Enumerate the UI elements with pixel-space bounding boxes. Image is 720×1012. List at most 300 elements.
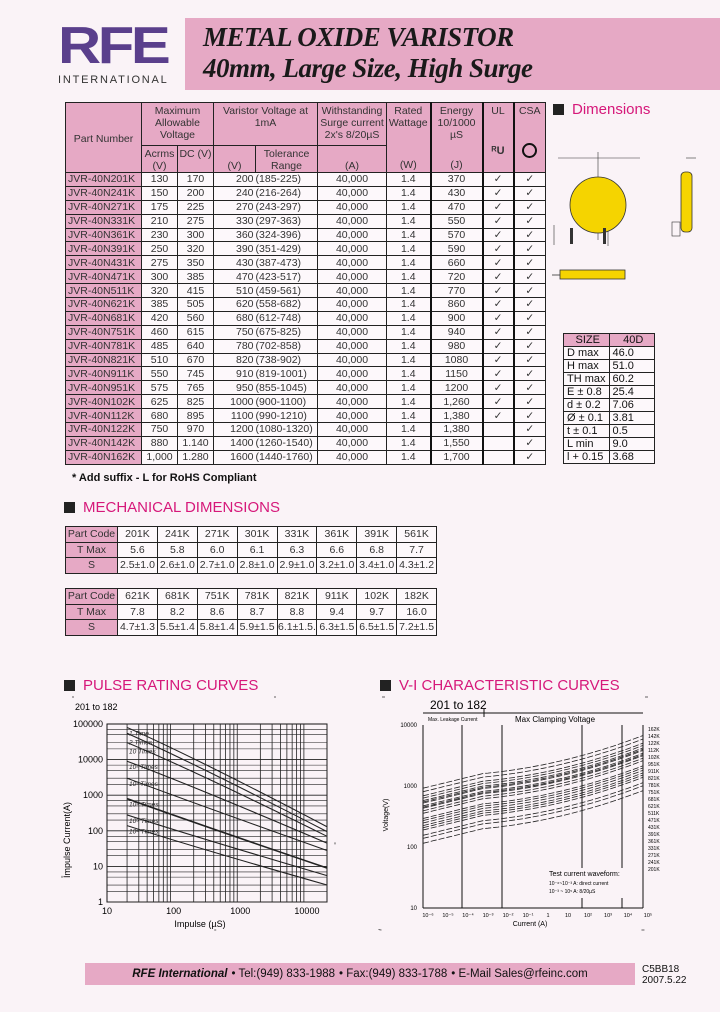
cell-wattage: 1.4 (387, 228, 431, 242)
cell-dc: 640 (178, 339, 214, 353)
cell-part-number: JVR-40N102K (66, 395, 142, 409)
ul-label: UL (491, 105, 505, 117)
footer-email[interactable]: • E-Mail Sales@rfeinc.com (451, 968, 588, 980)
x-tick-label: 10⁴ (623, 913, 633, 919)
curve-label: 331K (648, 846, 660, 852)
cell-ul-mark: ✓ (483, 270, 514, 284)
cell-part-number: JVR-40N621K (66, 298, 142, 312)
mech-value: 2.7±1.0 (197, 558, 237, 574)
mech-value: 361K (317, 527, 357, 543)
cell-surge: 40,000 (318, 284, 387, 298)
cell-dc: 300 (178, 228, 214, 242)
cell-tolerance: (459-561) (256, 284, 318, 298)
cell-acrms: 130 (142, 173, 178, 187)
cell-energy: 1,380 (431, 409, 483, 423)
energy-unit: (J) (450, 159, 463, 171)
mech-value: 6.6 (317, 542, 357, 558)
cell-surge: 40,000 (318, 353, 387, 367)
vi-curve (423, 749, 643, 802)
cell-ul-mark: ✓ (483, 200, 514, 214)
cell-part-number: JVR-40N391K (66, 242, 142, 256)
cell-acrms: 550 (142, 367, 178, 381)
cell-wattage: 1.4 (387, 214, 431, 228)
cell-energy: 430 (431, 186, 483, 200)
cell-wattage: 1.4 (387, 339, 431, 353)
test-waveform-note: 10⁻⁶~10⁻³ A: direct current (549, 881, 609, 887)
mech-value: 102K (357, 589, 397, 605)
cell-part-number: JVR-40N122K (66, 423, 142, 437)
cell-wattage: 1.4 (387, 256, 431, 270)
cell-csa-mark: ✓ (514, 367, 546, 381)
cell-wattage: 1.4 (387, 395, 431, 409)
cell-ul-mark: ✓ (483, 214, 514, 228)
curve-label: 10² Times (129, 764, 158, 772)
curve-label: 621K (648, 804, 660, 810)
cell-csa-mark: ✓ (514, 228, 546, 242)
cell-wattage: 1.4 (387, 284, 431, 298)
cell-dc: 1.280 (178, 450, 214, 464)
curve-label: 911K (648, 769, 660, 775)
cell-part-number: JVR-40N911K (66, 367, 142, 381)
cell-csa-mark: ✓ (514, 284, 546, 298)
cell-part-number: JVR-40N241K (66, 186, 142, 200)
x-tick-label: 10⁻⁴ (462, 913, 474, 919)
mech-value: 8.8 (277, 604, 317, 620)
vi-curve (423, 745, 643, 798)
chart-subtitle: 201 to 182 (430, 698, 487, 712)
cell-csa-mark: ✓ (514, 173, 546, 187)
cell-ul-mark: ✓ (483, 395, 514, 409)
y-tick-label: 10000 (77, 754, 103, 765)
size-value: 60.2 (609, 373, 655, 386)
cell-acrms: 210 (142, 214, 178, 228)
cell-energy: 1150 (431, 367, 483, 381)
cell-energy: 1200 (431, 381, 483, 395)
header-dc: DC (V) (178, 146, 214, 173)
cell-tolerance: (243-297) (256, 200, 318, 214)
size-value: 9.0 (609, 438, 655, 451)
cell-wattage: 1.4 (387, 450, 431, 464)
curve-label: 10³ Times (129, 781, 158, 789)
cell-surge: 40,000 (318, 228, 387, 242)
header-max-voltage: Maximum Allowable Voltage (142, 103, 214, 146)
cell-acrms: 750 (142, 423, 178, 437)
size-value: 25.4 (609, 386, 655, 399)
cell-csa-mark: ✓ (514, 270, 546, 284)
cell-voltage: 470 (214, 270, 256, 284)
cell-csa-mark: ✓ (514, 423, 546, 437)
x-axis-label: Impulse (µS) (174, 919, 226, 929)
cell-csa-mark: ✓ (514, 353, 546, 367)
cell-csa-mark: ✓ (514, 256, 546, 270)
mech-value: 5.8±1.4 (197, 620, 237, 636)
cell-voltage: 330 (214, 214, 256, 228)
footer-bar (85, 963, 635, 985)
size-label: L min (564, 438, 610, 451)
cell-dc: 200 (178, 186, 214, 200)
cell-voltage: 430 (214, 256, 256, 270)
cell-voltage: 390 (214, 242, 256, 256)
cell-acrms: 680 (142, 409, 178, 423)
x-tick-label: 10⁻¹ (522, 913, 534, 919)
vi-curve (423, 743, 643, 796)
cell-surge: 40,000 (318, 436, 387, 450)
cell-surge: 40,000 (318, 325, 387, 339)
cell-energy: 1080 (431, 353, 483, 367)
cell-part-number: JVR-40N471K (66, 270, 142, 284)
cell-voltage: 680 (214, 311, 256, 325)
cell-energy: 570 (431, 228, 483, 242)
y-tick-label: 100 (87, 825, 103, 836)
cell-acrms: 275 (142, 256, 178, 270)
cell-acrms: 420 (142, 311, 178, 325)
cell-tolerance: (819-1001) (256, 367, 318, 381)
cell-csa-mark: ✓ (514, 311, 546, 325)
cell-voltage: 750 (214, 325, 256, 339)
mech-value: 681K (157, 589, 197, 605)
curve-label: 112K (648, 748, 660, 754)
cell-tolerance: (738-902) (256, 353, 318, 367)
mech-value: 6.5±1.5 (357, 620, 397, 636)
mech-value: 4.3±1.2 (397, 558, 437, 574)
cell-part-number: JVR-40N431K (66, 256, 142, 270)
curve-label: 391K (648, 832, 660, 838)
x-tick-label: 10 (101, 906, 113, 916)
cell-tolerance: (185-225) (256, 173, 318, 187)
x-tick-label: 10⁻⁵ (442, 913, 454, 919)
cell-dc: 225 (178, 200, 214, 214)
cell-surge: 40,000 (318, 367, 387, 381)
cell-dc: 320 (178, 242, 214, 256)
y-tick-label: 100000 (72, 719, 103, 729)
cell-surge: 40,000 (318, 256, 387, 270)
curve-label: 241K (648, 860, 660, 866)
cell-csa-mark: ✓ (514, 186, 546, 200)
cell-voltage: 360 (214, 228, 256, 242)
size-value: 51.0 (609, 360, 655, 373)
cell-csa-mark: ✓ (514, 409, 546, 423)
cell-part-number: JVR-40N751K (66, 325, 142, 339)
mech-value: 6.3 (277, 542, 317, 558)
cell-wattage: 1.4 (387, 173, 431, 187)
cell-surge: 40,000 (318, 409, 387, 423)
mech-value: 6.8 (357, 542, 397, 558)
mech-value: 3.2±1.0 (317, 558, 357, 574)
cell-part-number: JVR-40N511K (66, 284, 142, 298)
cell-energy: 1,700 (431, 450, 483, 464)
cell-voltage: 950 (214, 381, 256, 395)
curve-label: 201K (648, 867, 660, 873)
curve-label: 10⁶ Times (129, 828, 159, 836)
mech-value: 241K (157, 527, 197, 543)
region-right-label: Max Clamping Voltage (515, 715, 596, 724)
mech-value: 9.7 (357, 604, 397, 620)
logo-subtitle: INTERNATIONAL (58, 74, 169, 86)
region-left-label: Max. Leakage Current (428, 717, 478, 723)
mech-label: Part Code (66, 589, 118, 605)
cell-surge: 40,000 (318, 450, 387, 464)
cell-tolerance: (558-682) (256, 298, 318, 312)
header-acrms: Acrms (V) (142, 146, 178, 173)
size-label: l + 0.15 (564, 451, 610, 464)
curve-label: 10⁴ Times (129, 801, 159, 809)
cell-ul-mark: ✓ (483, 228, 514, 242)
size-label: D max (564, 347, 610, 360)
cell-dc: 350 (178, 256, 214, 270)
mech-value: 271K (197, 527, 237, 543)
y-axis-label: Impulse Current(A) (62, 801, 72, 879)
footer-company: RFE International (132, 968, 228, 980)
x-tick-label: 10² (584, 913, 592, 919)
cell-energy: 550 (431, 214, 483, 228)
size-label: E ± 0.8 (564, 386, 610, 399)
cell-dc: 170 (178, 173, 214, 187)
mech-value: 201K (118, 527, 158, 543)
cell-wattage: 1.4 (387, 381, 431, 395)
curve-label: 431K (648, 825, 660, 831)
test-waveform-note: Test current waveform: (549, 871, 620, 878)
curve-label: 471K (648, 818, 660, 824)
mech-label: T Max (66, 604, 118, 620)
cell-energy: 940 (431, 325, 483, 339)
cell-voltage: 510 (214, 284, 256, 298)
cell-voltage: 1000 (214, 395, 256, 409)
cell-dc: 505 (178, 298, 214, 312)
cell-csa-mark: ✓ (514, 242, 546, 256)
cell-tolerance: (990-1210) (256, 409, 318, 423)
y-tick-label: 10 (92, 861, 103, 872)
curve-label: 821K (648, 776, 660, 782)
y-axis-label: Voltage(V) (383, 798, 390, 832)
cell-tolerance: (216-264) (256, 186, 318, 200)
header-varistor-voltage: Varistor Voltage at 1mA (214, 103, 318, 146)
cell-dc: 415 (178, 284, 214, 298)
cell-dc: 745 (178, 367, 214, 381)
cell-ul-mark: ✓ (483, 298, 514, 312)
mech-value: 8.6 (197, 604, 237, 620)
curve-label: 10 Times (129, 748, 156, 756)
dimensions-title: Dimensions (572, 101, 651, 118)
doc-date: 2007.5.22 (642, 975, 687, 986)
size-value: 40D (609, 334, 655, 347)
mech-value: 2.8±1.0 (237, 558, 277, 574)
cell-acrms: 460 (142, 325, 178, 339)
curve-label: 2 Times (129, 739, 153, 747)
mech-value: 301K (237, 527, 277, 543)
mech-value: 6.0 (197, 542, 237, 558)
cell-dc: 1.140 (178, 436, 214, 450)
y-tick-label: 100 (406, 845, 417, 851)
cell-acrms: 575 (142, 381, 178, 395)
cell-energy: 720 (431, 270, 483, 284)
cell-tolerance: (1080-1320) (256, 423, 318, 437)
cell-acrms: 510 (142, 353, 178, 367)
cell-acrms: 230 (142, 228, 178, 242)
cell-energy: 770 (431, 284, 483, 298)
mech-value: 3.4±1.0 (357, 558, 397, 574)
cell-surge: 40,000 (318, 173, 387, 187)
cell-surge: 40,000 (318, 381, 387, 395)
size-label: SIZE (564, 334, 610, 347)
mech-value: 8.2 (157, 604, 197, 620)
cell-dc: 275 (178, 214, 214, 228)
cell-wattage: 1.4 (387, 353, 431, 367)
cell-part-number: JVR-40N112K (66, 409, 142, 423)
cell-tolerance: (702-858) (256, 339, 318, 353)
mech-value: 391K (357, 527, 397, 543)
doc-code: C5BB18 (642, 964, 680, 975)
cell-ul-mark: ✓ (483, 367, 514, 381)
curve-label: 751K (648, 790, 660, 796)
size-value: 46.0 (609, 347, 655, 360)
cell-surge: 40,000 (318, 311, 387, 325)
cell-voltage: 240 (214, 186, 256, 200)
footer-tel: • Tel:(949) 833-1988 (231, 968, 336, 980)
cell-acrms: 300 (142, 270, 178, 284)
mech-value: 2.9±1.0 (277, 558, 317, 574)
mech-value: 781K (237, 589, 277, 605)
cell-wattage: 1.4 (387, 270, 431, 284)
cell-voltage: 620 (214, 298, 256, 312)
cell-tolerance: (855-1045) (256, 381, 318, 395)
title-line-1: METAL OXIDE VARISTOR (203, 22, 514, 52)
x-tick-label: 10⁻⁶ (422, 913, 434, 919)
cell-energy: 590 (431, 242, 483, 256)
cell-ul-mark: ✓ (483, 381, 514, 395)
cell-part-number: JVR-40N142K (66, 436, 142, 450)
y-tick-label: 1000 (82, 790, 103, 801)
cell-ul-mark: ✓ (483, 186, 514, 200)
x-tick-label: 100 (166, 906, 182, 916)
x-tick-label: 1 (546, 913, 550, 919)
cell-voltage: 1200 (214, 423, 256, 437)
header-surge-unit: (A) (318, 146, 387, 173)
cell-surge: 40,000 (318, 423, 387, 437)
x-tick-label: 10000 (294, 906, 320, 916)
mech-value: 561K (397, 527, 437, 543)
cell-wattage: 1.4 (387, 325, 431, 339)
cell-csa-mark: ✓ (514, 395, 546, 409)
cell-acrms: 385 (142, 298, 178, 312)
cell-dc: 560 (178, 311, 214, 325)
cell-csa-mark: ✓ (514, 450, 546, 464)
y-tick-label: 1000 (403, 784, 417, 790)
pulse-title: PULSE RATING CURVES (83, 677, 259, 694)
cell-acrms: 1,000 (142, 450, 178, 464)
mech-value: 6.1 (237, 542, 277, 558)
cell-part-number: JVR-40N821K (66, 353, 142, 367)
size-label: t ± 0.1 (564, 425, 610, 438)
x-tick-label: 10⁻² (502, 913, 514, 919)
cell-csa-mark: ✓ (514, 325, 546, 339)
document-code (642, 964, 687, 986)
cell-acrms: 250 (142, 242, 178, 256)
size-label: d ± 0.2 (564, 399, 610, 412)
cell-wattage: 1.4 (387, 311, 431, 325)
cell-dc: 895 (178, 409, 214, 423)
cell-acrms: 625 (142, 395, 178, 409)
x-tick-label: 10⁻³ (482, 913, 494, 919)
curve-label: 781K (648, 783, 660, 789)
cell-acrms: 880 (142, 436, 178, 450)
cell-wattage: 1.4 (387, 298, 431, 312)
cell-tolerance: (1440-1760) (256, 450, 318, 464)
mech-value: 621K (118, 589, 158, 605)
cell-wattage: 1.4 (387, 436, 431, 450)
cell-voltage: 910 (214, 367, 256, 381)
x-tick-label: 10³ (604, 913, 612, 919)
cell-tolerance: (387-473) (256, 256, 318, 270)
cell-surge: 40,000 (318, 298, 387, 312)
mech-value: 5.6 (118, 542, 158, 558)
cell-surge: 40,000 (318, 270, 387, 284)
logo-text: RFE (58, 17, 168, 75)
cell-part-number: JVR-40N331K (66, 214, 142, 228)
mech-value: 5.5±1.4 (157, 620, 197, 636)
header-tolerance: Tolerance Range (256, 146, 318, 173)
cell-wattage: 1.4 (387, 423, 431, 437)
mech-value: 2.6±1.0 (157, 558, 197, 574)
curve-label: 10⁵ Times (129, 817, 159, 825)
cell-ul-mark: ✓ (483, 256, 514, 270)
cell-wattage: 1.4 (387, 186, 431, 200)
cell-tolerance: (1260-1540) (256, 436, 318, 450)
cell-part-number: JVR-40N781K (66, 339, 142, 353)
cell-csa-mark: ✓ (514, 200, 546, 214)
mech-value: 4.7±1.3 (118, 620, 158, 636)
cell-surge: 40,000 (318, 395, 387, 409)
cell-acrms: 320 (142, 284, 178, 298)
cell-wattage: 1.4 (387, 367, 431, 381)
cell-part-number: JVR-40N951K (66, 381, 142, 395)
csa-label: CSA (518, 105, 541, 117)
energy-label: Energy 10/1000 µS (437, 105, 476, 141)
size-value: 3.81 (609, 412, 655, 425)
mech-value: 331K (277, 527, 317, 543)
mech-value: 911K (317, 589, 357, 605)
cell-surge: 40,000 (318, 242, 387, 256)
curve-label: 511K (648, 811, 660, 817)
cell-csa-mark: ✓ (514, 381, 546, 395)
mech-value: 9.4 (317, 604, 357, 620)
cell-tolerance: (297-363) (256, 214, 318, 228)
cell-surge: 40,000 (318, 339, 387, 353)
mech-label: S (66, 558, 118, 574)
cell-csa-mark: ✓ (514, 214, 546, 228)
x-tick-label: 1000 (230, 906, 251, 916)
cell-voltage: 1600 (214, 450, 256, 464)
cell-energy: 860 (431, 298, 483, 312)
vi-curve (423, 783, 643, 836)
x-tick-label: 10⁵ (643, 913, 653, 919)
curve-label: 951K (648, 762, 660, 768)
cell-voltage: 200 (214, 173, 256, 187)
cell-energy: 1,260 (431, 395, 483, 409)
cell-tolerance: (900-1100) (256, 395, 318, 409)
cell-dc: 670 (178, 353, 214, 367)
vi-curve (423, 739, 643, 792)
mech-value: 182K (397, 589, 437, 605)
test-waveform-note: 10⁻³ ~ 10⁵ A: 8/20µS (549, 889, 596, 895)
cell-ul-mark: ✓ (483, 242, 514, 256)
cell-dc: 825 (178, 395, 214, 409)
cell-surge: 40,000 (318, 200, 387, 214)
cell-part-number: JVR-40N361K (66, 228, 142, 242)
curve-label: 271K (648, 853, 660, 859)
cell-energy: 1,380 (431, 423, 483, 437)
cell-part-number: JVR-40N681K (66, 311, 142, 325)
cell-csa-mark: ✓ (514, 339, 546, 353)
